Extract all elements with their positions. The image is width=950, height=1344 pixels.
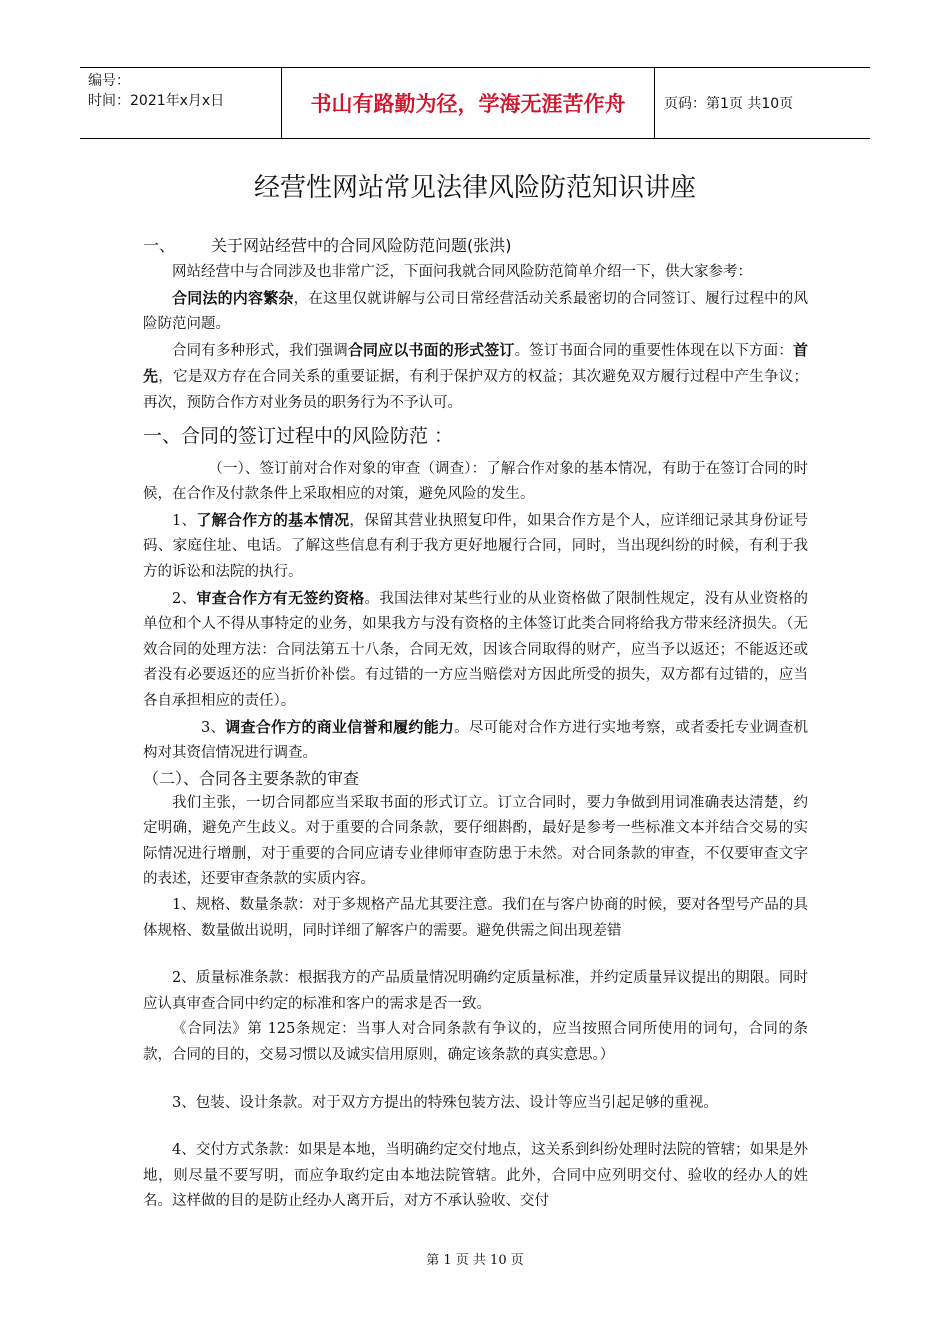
section-number: 一、 xyxy=(143,236,176,255)
bold-phrase: 首先 xyxy=(143,340,809,386)
text-run: 合同有多种形式，我们强调 xyxy=(172,342,348,359)
header-motto: 书山有路勤为径，学海无涯苦作舟 xyxy=(282,68,655,138)
section-heading-2: 一、合同的签订过程中的风险防范 ： xyxy=(143,424,454,447)
item-number: 2、 xyxy=(172,590,197,607)
clause-1: 1、规格、数量条款：对于多规格产品尤其要注意。我们在与客户协商的时候，要对各型号产品的具体规格、数量做出说明，同时详细了解客户的需要。避免供需之间出现差错 xyxy=(143,897,808,939)
header-page-info: 页码：第1页 共10页 xyxy=(664,96,794,112)
paragraph-contract-law xyxy=(143,286,808,338)
text-run: 。尽可能对合作方进行实地考察，或者委托专业调查机构对其资信情况进行调查。 xyxy=(143,719,809,762)
subsection-1: （一）、签订前对合作对象的审查（调查）：了解合作对象的基本情况，有助于在签订合同的时候，在合作及付款条件上采取相应的对策，避免风险的发生。 xyxy=(143,460,808,503)
time-label: 时间：2021年x月x日 xyxy=(88,93,225,109)
clause-3: 3、包装、设计条款。对于双方方提出的特殊包装方法、设计等应当引起足够的重视。 xyxy=(172,1094,718,1111)
text-run: ，在这里仅就讲解与公司日常经营活动关系最密切的合同签订、履行过程中的风险防范问题。 xyxy=(143,290,808,333)
section-title: 关于网站经营中的合同风险防范问题(张洪) xyxy=(211,236,512,255)
item-number: 3、 xyxy=(201,719,226,736)
text-run: 。我国法律对某些行业的从业资格做了限制性规定，没有从业资格的单位和个人不得从事特定的业务，如果我方与没有资格的主体签订此类合同将给我方带来经济损失。（无效合同的处理方法：合同法第五十八条，合同无效，因该合同取得的财产，应当予以返还；不能返还或者没有必要返还的应当折价补偿。有过错的一方应当赔偿对方因此所受的损失，双方都有过错的，应当各自承担相应的责任）。 xyxy=(143,590,808,709)
header-meta xyxy=(80,68,282,138)
document-body xyxy=(143,232,808,1215)
item-2 xyxy=(143,586,808,715)
bold-phrase: 合同法的内容繁杂 xyxy=(172,288,294,307)
item-number: 1、 xyxy=(172,512,197,529)
clause-4: 4、交付方式条款：如果是本地，当明确约定交付地点，这关系到纠纷处理时法院的管辖；如果是外地，则尽量不要写明，而应争取约定由本地法院管辖。此外，合同中应列明交付、验收的经办人的姓名。这样做的目的是防止经办人离开后，对方不承认验收、交付 xyxy=(143,1142,808,1210)
item-3 xyxy=(143,715,808,767)
item-1 xyxy=(143,508,808,586)
bold-phrase: 调查合作方的商业信誉和履约能力 xyxy=(225,717,455,736)
section-heading-1 xyxy=(143,232,808,260)
text-run: ，保留其营业执照复印件，如果合作方是个人，应详细记录其身份证号码、家庭住址、电话。了解这些信息有利于我方更好地履行合同，同时，当出现纠纷的时候，有利于我方的诉讼和法院的执行。 xyxy=(143,512,808,580)
text-run: 。签订书面合同的重要性体现在以下方面： xyxy=(514,342,793,359)
text-run: ，它是双方存在合同关系的重要证据，有利于保护双方的权益；其次避免双方履行过程中产生争议；再次，预防合作方对业务员的职务行为不予认可。 xyxy=(143,369,808,411)
bold-phrase: 了解合作方的基本情况 xyxy=(196,510,350,529)
paragraph-intro: 网站经营中与合同涉及也非常广泛，下面问我就合同风险防范简单介绍一下，供大家参考： xyxy=(172,264,752,280)
document-header xyxy=(80,67,870,139)
bold-phrase: 合同应以书面的形式签订 xyxy=(347,340,515,359)
paragraph-written-form xyxy=(143,338,808,417)
subsection-2-intro: 我们主张，一切合同都应当采取书面的形式订立。订立合同时，要力争做到用词准确表达清楚，约定明确，避免产生歧义。对于重要的合同条款，要仔细斟酌，最好是参考一些标准文本并结合交易的实际情况进行增删，对于重要的合同应请专业律师审查防患于未然。对合同条款的审查，不仅要审查文字的表述，还要审查条款的实质内容。 xyxy=(143,794,808,888)
page-footer: 第 1 页 共 10 页 xyxy=(426,1253,524,1268)
clause-2: 2、质量标准条款：根据我方的产品质量情况明确约定质量标准，并约定质量异议提出的期限。同时应认真审查合同中约定的标准和客户的需求是否一致。 xyxy=(143,970,808,1012)
subsection-2-heading: （二）、合同各主要条款的审查 xyxy=(143,768,360,788)
number-label: 编号： xyxy=(88,73,130,89)
document-title: 经营性网站常见法律风险防范知识讲座 xyxy=(253,173,696,203)
clause-2-law: 《合同法》第 125条规定：当事人对合同条款有争议的，应当按照合同所使用的词句，合同的条款，合同的目的，交易习惯以及诚实信用原则，确定该条款的真实意思。） xyxy=(143,1021,808,1064)
bold-phrase: 审查合作方有无签约资格 xyxy=(196,588,365,607)
